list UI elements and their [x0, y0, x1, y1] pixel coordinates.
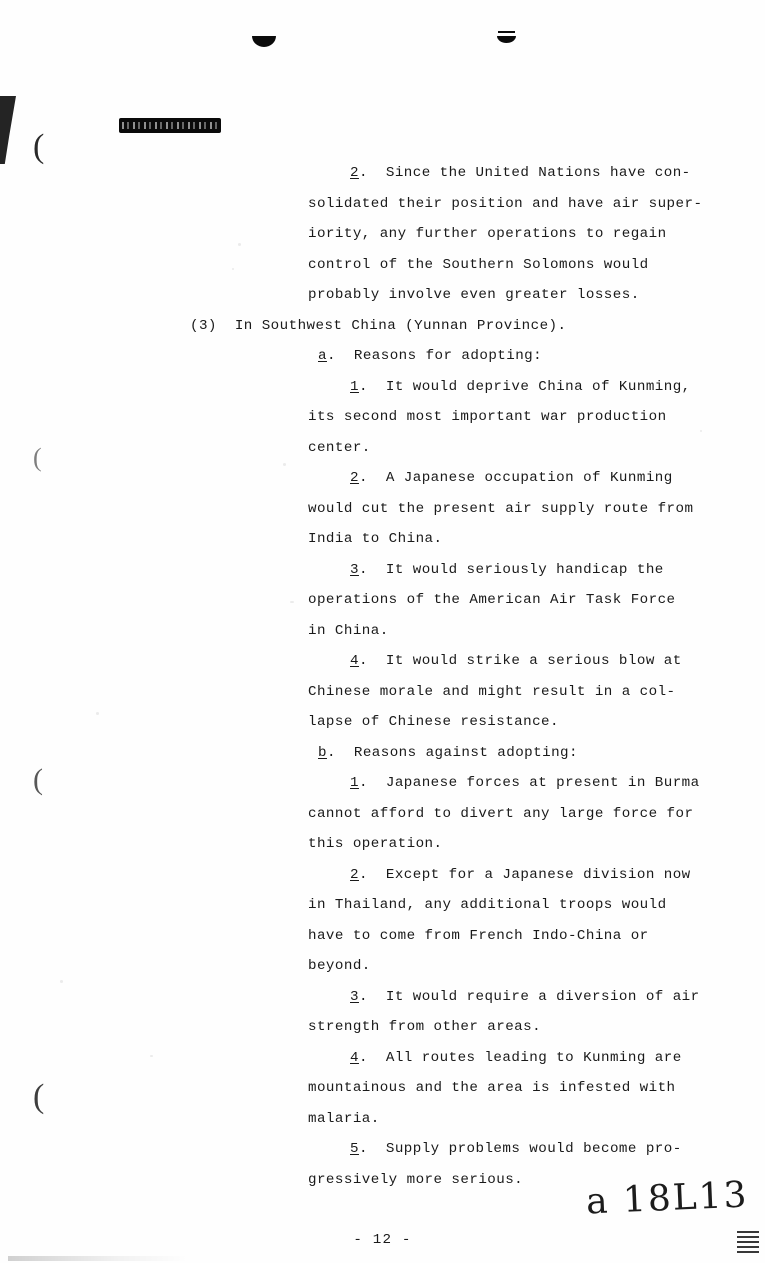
list-marker: 2 [350, 165, 359, 181]
line-text: . Japanese forces at present in Burma [358, 775, 700, 791]
margin-crescent-artifact: ( [33, 443, 42, 472]
text-line [308, 250, 723, 281]
line-text: . Reasons for adopting: [326, 348, 543, 364]
text-line-numbered [308, 860, 723, 891]
line-text: lapse of Chinese resistance. [308, 714, 559, 730]
list-marker: a [318, 348, 327, 364]
line-text: . All routes leading to Kunming are [358, 1049, 682, 1066]
list-marker: 5 [350, 1141, 359, 1157]
page-number: - 12 - [353, 1232, 412, 1248]
redacted-classification-stamp [119, 118, 221, 133]
text-line-numbered [308, 341, 723, 372]
scan-edge-artifact [0, 96, 16, 164]
text-line [308, 524, 723, 555]
text-line [308, 494, 723, 525]
line-text: . It would deprive China of Kunming, [358, 378, 691, 395]
margin-crescent-artifact: ( [33, 128, 45, 165]
line-text: have to come from French Indo-China or [308, 927, 649, 944]
paper-speckle [238, 243, 241, 246]
text-line [308, 677, 723, 708]
list-marker: 2 [350, 470, 359, 486]
text-line-numbered [308, 158, 723, 189]
line-text: its second most important war production [308, 409, 667, 425]
line-text: malaria. [308, 1110, 380, 1127]
text-line [308, 799, 723, 830]
line-text: probably involve even greater losses. [308, 287, 640, 303]
list-marker: 3 [350, 561, 359, 578]
text-line-numbered [308, 1043, 723, 1074]
text-line-numbered [308, 768, 723, 799]
text-line [308, 1104, 723, 1135]
line-text: control of the Southern Solomons would [308, 256, 649, 273]
paper-speckle [150, 1055, 153, 1057]
text-line-numbered [308, 982, 723, 1013]
line-text: India to China. [308, 531, 443, 547]
scan-top-mark-left [252, 36, 276, 47]
line-text: . Since the United Nations have con- [358, 165, 691, 181]
text-line-numbered [308, 372, 723, 403]
line-text: Chinese morale and might result in a col- [308, 683, 676, 700]
text-line [308, 1012, 723, 1043]
line-text: iority, any further operations to regain [308, 226, 667, 242]
line-text: . Supply problems would become pro- [358, 1141, 682, 1157]
list-marker: 1 [350, 378, 359, 395]
text-line [308, 433, 723, 464]
text-line [308, 219, 723, 250]
line-text: . Except for a Japanese division now [358, 866, 691, 883]
document-body-text [190, 158, 723, 1195]
text-line-numbered [308, 646, 723, 677]
text-line [308, 921, 723, 952]
line-text: . It would require a diversion of air [358, 988, 700, 1005]
text-line [308, 280, 723, 311]
line-text: strength from other areas. [308, 1019, 542, 1035]
line-text: beyond. [308, 958, 371, 974]
handwritten-archival-mark: a 18L13 [585, 1174, 750, 1223]
line-text: . A Japanese occupation of Kunming [358, 470, 673, 486]
line-text: in Thailand, any additional troops would [308, 897, 667, 913]
line-text: center. [308, 439, 371, 456]
list-marker: 4 [350, 1049, 359, 1066]
line-text: this operation. [308, 836, 443, 852]
text-line [308, 829, 723, 860]
text-line [308, 402, 723, 433]
list-marker: 3 [350, 988, 359, 1005]
list-marker: 1 [350, 775, 359, 791]
paper-speckle [60, 980, 63, 983]
line-text: . It would strike a serious blow at [358, 653, 682, 669]
text-line-numbered [308, 555, 723, 586]
line-text: cannot afford to divert any large force for [308, 805, 694, 822]
archival-corner-stamp [737, 1231, 759, 1253]
line-text: . It would seriously handicap the [358, 561, 664, 578]
margin-crescent-artifact: ( [33, 763, 43, 796]
text-line [308, 890, 723, 921]
text-line [308, 707, 723, 738]
margin-crescent-artifact: ( [33, 1078, 45, 1115]
text-line [308, 1073, 723, 1104]
paper-speckle [283, 463, 286, 466]
list-marker: 4 [350, 653, 359, 669]
list-marker: 2 [350, 866, 359, 883]
text-line-numbered [308, 463, 723, 494]
text-line [308, 951, 723, 982]
line-text: solidated their position and have air super- [308, 195, 703, 212]
text-line [308, 616, 723, 647]
line-text: . Reasons against adopting: [326, 744, 578, 761]
line-text: would cut the present air supply route from [308, 500, 694, 517]
line-text: gressively more serious. [308, 1171, 524, 1188]
text-line-numbered [308, 738, 723, 769]
paper-speckle [96, 712, 99, 715]
scan-bottom-artifact [8, 1256, 188, 1261]
paper-speckle [290, 601, 294, 603]
line-text: mountainous and the area is infested with [308, 1080, 676, 1096]
text-line-numbered [308, 1134, 723, 1165]
scan-top-mark-right [497, 36, 516, 43]
line-text: in China. [308, 622, 389, 639]
text-line [308, 585, 723, 616]
list-marker: b [318, 744, 327, 761]
paper-speckle [232, 268, 234, 270]
text-line [190, 311, 723, 342]
line-text: (3) In Southwest China (Yunnan Province). [190, 317, 567, 334]
text-line [308, 189, 723, 220]
line-text: operations of the American Air Task Force [308, 592, 676, 608]
